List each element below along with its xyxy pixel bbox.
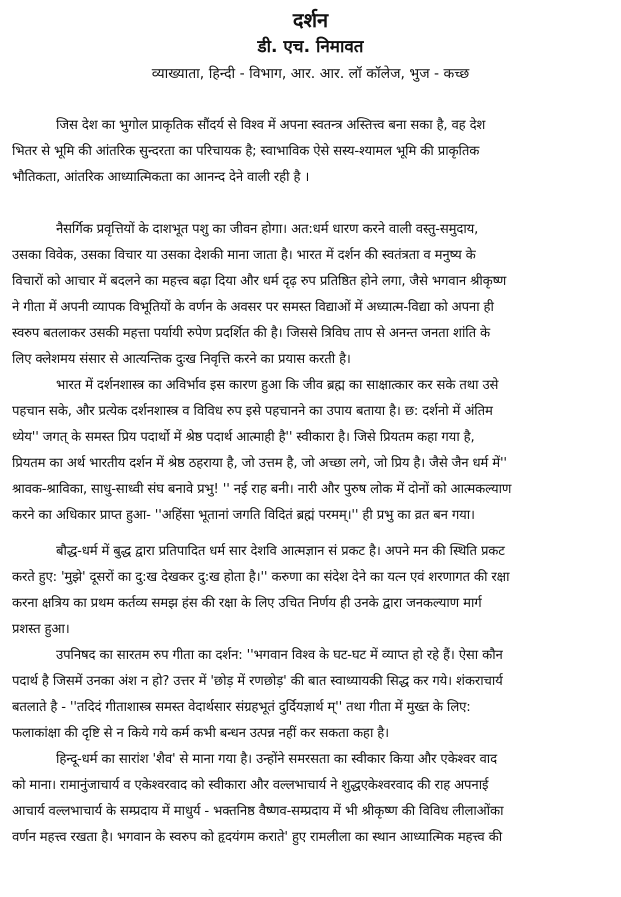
paragraph-line: ने गीता में अपनी व्यापक विभूतियों के वर्णन के अवसर पर समस्त विद्याओं में अध्यात्म-विद्या को अपना ही <box>12 300 494 315</box>
paragraph-line: बतलाते है - ''तदिदं गीताशास्त्र समस्त वेदार्थसार संग्रहभूतं दुर्दियज्ञार्थ म्'' तथा गीता में मुख्त के लिए: <box>12 700 471 715</box>
paragraph-line: पदार्थ है जिसमें उनका अंश न हो? उत्तर में 'छोड़ में रणछोड़' की बात स्वाध्यायकी सिद्ध कर गये। शंकराचार्य <box>12 674 503 689</box>
paragraph-line: जिस देश का भुगोल प्राकृतिक सौंदर्य से विश्‍व में अपना स्वतन्त्र अस्तित्त्व बना सका है, वह देश <box>56 118 486 133</box>
paragraph-line: प्रशस्त हुआ। <box>12 622 70 637</box>
paragraph-line: को माना। रामानुंजाचार्य व एकेश्वरवाद को स्वीकारा और वल्लभाचार्य ने शुद्धएकेश्वरवाद की राह अपनाई <box>12 778 489 793</box>
article-title: दर्शन <box>292 8 329 32</box>
paragraph-line: करना क्षत्रिय का प्रथम कर्तव्य समझ हंस की रक्षा के लिए उचित निर्णय ही उनके द्वारा जनकल्याण मार्ग <box>12 596 482 611</box>
paragraph <box>12 747 610 851</box>
paragraph <box>12 113 610 191</box>
paragraph-line: श्रावक-श्राविका, साधु-साध्वी संघ बनावे प्रभु! '' नई राह बनी। नारी और पुरुष लोक में दोनों को आत्मकल्याण <box>12 482 512 497</box>
paragraph-line: भितर से भूमि की आंतरिक सुन्दरता का परिचायक है; स्वाभाविक ऐसे सस्य-श्यामल भूमि की प्राकृतिक <box>12 144 480 159</box>
paragraph-line: प्रियतम का अर्थ भारतीय दर्शन में श्रेष्ठ ठहराया है, जो उत्तम है, जो अच्छा लगे, जो प्रिय है। जैसे जैन धर्म में'' <box>12 456 507 471</box>
paragraph-line: करने का अधिकार प्राप्त हुआ- ''अहिंसा भूतानां जगति विदितं ब्रह्मं परमम्।'' ही प्रभु का व्रत बन गया। <box>12 508 475 523</box>
paragraph <box>12 217 610 373</box>
author-name: डी. एच. निमावत <box>257 37 364 57</box>
paragraph-line: वर्णन महत्त्व रखता है। भगवान के स्वरुप को हृदयंगम कराते' हुए रामलीला का स्थान आध्यात्मिक महत्त्व की <box>12 830 502 845</box>
paragraph-line: उसका विवेक, उसका विचार या उसका देशकी माना जाता है। भारत में दर्शन की स्वतंत्रता व मनुष्य के <box>12 248 476 263</box>
paragraph-line: विचारों को आचार में बदलने का महत्त्व बढ़ा दिया और धर्म दृढ़ रुप प्रतिष्ठित होने लगा, जैसे भगवान श्रीकृष्ण <box>12 274 507 289</box>
paragraph-line: करते हुए: 'मुझे' दूसरों का दु:ख देखकर दु:ख होता है।'' करुणा का संदेश देने का यत्न एवं शरणागत की रक्षा <box>12 570 510 585</box>
paragraph-line: भारत में दर्शनशास्त्र का अविर्भाव इस कारण हुआ कि जीव ब्रह्म का साक्षात्कार कर सके तथा उसे <box>56 378 499 393</box>
paragraph-line: भौतिकता, आंतरिक आध्यात्मिकता का आनन्द देने वाली रही है । <box>12 170 310 185</box>
paragraph-line: पहचान सके, और प्रत्येक दर्शनशास्त्र व विविध रुप इसे पहचानने का उपाय बताया है। छ: दर्शनो में अंतिम <box>12 404 493 419</box>
paragraph <box>12 373 610 529</box>
paragraph <box>12 643 610 747</box>
paragraph-line: हिन्दू-धर्म का सारांश 'शैव' से माना गया है। उन्होंने समरसता का स्वीकार किया और एकेश्वर वाद <box>56 752 497 767</box>
paragraph-line: लिए क्लेशमय संसार से आत्यन्तिक दुःख निवृत्ति करने का प्रयास करती है। <box>12 352 351 367</box>
paragraph <box>12 539 610 643</box>
paragraph-line: स्वरुप बतलाकर उसकी महत्ता पर्यायी रुपेण प्रदर्शित की है। जिससे त्रिविघ ताप से अनन्त जनता शांति के <box>12 326 491 341</box>
paragraph-line: ध्येय'' जगत् के समस्त प्रिय पदार्थो में श्रेष्ठ पदार्थ आत्माही है'' स्वीकारा है। जिसे प्रियतम कहा गया है, <box>12 430 475 445</box>
paragraph-line: आचार्य वल्लभाचार्य के सम्प्रदाय में माधुर्य - भक्तनिष्ठ वैष्णव-सम्प्रदाय में भी श्रीकृष्ण की विविध लीलाओंका <box>12 804 504 819</box>
paragraph-line: नैसर्गिक प्रवृत्तियों के दाशभूत पशु का जीवन होगा। अत:धर्म धारण करने वाली वस्तु-समुदाय, <box>56 222 479 237</box>
paragraph-line: फलाकांक्षा की दृष्टि से न किये गये कर्म कभी बन्धन उत्पन्न नहीं कर सकता कहा है। <box>12 726 389 741</box>
author-affiliation: व्याख्याता, हिन्दी - विभाग, आर. आर. लॉ कॉलेज, भुज - कच्छ <box>151 66 470 82</box>
paragraph-line: उपनिषद का सारतम रुप गीता का दर्शन: ''भगवान विश्व के घट-घट में व्याप्त हो रहे हैं। ऐसा कौन <box>56 648 503 663</box>
paragraph-line: बौद्ध-धर्म में बुद्ध द्वारा प्रतिपादित धर्म सार देशवि आत्मज्ञान सं प्रकट है। अपने मन की स्थिति प्रकट <box>56 544 505 559</box>
